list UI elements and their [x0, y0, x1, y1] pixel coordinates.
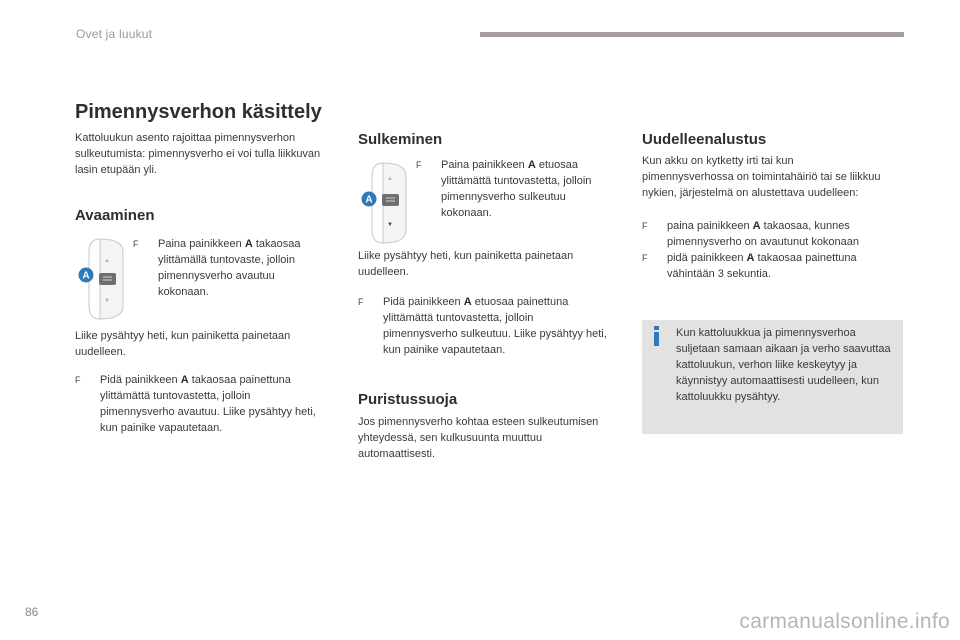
- svg-text:▼: ▼: [387, 222, 393, 228]
- opening-bullet-press: F Paina painikkeen A takaosaa ylittämällä tuntovaste, jolloin pimennysverho avautuu kokonaan.: [133, 238, 301, 298]
- page-number: 86: [25, 605, 39, 619]
- info-icon: [652, 326, 662, 346]
- reset-text: Kun akku on kytketty irti tai kun pimennysverhossa on toimintahäiriö tai se liikkuu nykien, järjestelmä on alustettava uudelleen:: [642, 155, 881, 199]
- closing-stop-note: Liike pysähtyy heti, kun painiketta painetaan uudelleen.: [358, 250, 574, 278]
- bullet-marker: F: [358, 297, 364, 307]
- anti-pinch-heading: Puristussuoja: [358, 391, 458, 408]
- closing-bullet-hold: F Pidä painikkeen A etuosaa painettuna ylittämättä tuntovastetta, jolloin pimennysverho sulkeutuu. Liike pysähtyy heti, kun painike vapautetaan.: [358, 296, 607, 356]
- opening-stop-note: Liike pysähtyy heti, kun painiketta painetaan uudelleen.: [75, 330, 291, 358]
- closing-bullet-press: F Paina painikkeen A etuosaa ylittämättä tuntovastetta, jolloin pimennysverho sulkeutuu kokonaan.: [416, 159, 592, 219]
- sunblind-switch-rear-illustration: [76, 238, 136, 320]
- svg-text:▲: ▲: [387, 176, 393, 182]
- sunblind-switch-front-illustration: [359, 162, 419, 244]
- opening-bullet-hold: F Pidä painikkeen A takaosaa painettuna ylittämättä tuntovastetta, jolloin pimennysverho avautuu. Liike pysähtyy heti, kun painike vapautetaan.: [75, 374, 316, 434]
- bullet-marker: F: [75, 375, 81, 385]
- bullet-marker: F: [133, 239, 139, 249]
- info-text: Kun kattoluukkua ja pimennysverhoa suljetaan samaan aikaan ja verho saavuttaa kattoluukun, verhon liike keskeytyy ja käynnistyy automaattisesti uudelleen, kun kattoluukku pysähtyy.: [676, 327, 891, 403]
- page-title: Pimennysverhon käsittely: [75, 101, 322, 123]
- section-label: Ovet ja luukut: [76, 27, 153, 41]
- reset-bullet-2: F pidä painikkeen A takaosaa painettuna vähintään 3 sekuntia.: [642, 252, 857, 280]
- bullet-marker: F: [416, 160, 422, 170]
- watermark: carmanualsonline.info: [739, 610, 950, 633]
- header-bar: [480, 32, 904, 37]
- anti-pinch-text: Jos pimennysverho kohtaa esteen sulkeutumisen yhteydessä, sen kulkusuunta muuttuu automaattisesti.: [358, 416, 599, 460]
- button-a-badge: A: [365, 194, 373, 206]
- reset-bullet-1: F paina painikkeen A takaosaa, kunnes pimennysverho on avautunut kokonaan: [642, 220, 860, 248]
- intro-text: Kattoluukun asento rajoittaa pimennysverhon sulkeutumista: pimennysverho ei voi tulla liikkuvan lasin etupään yli.: [75, 132, 321, 176]
- closing-heading: Sulkeminen: [358, 131, 443, 148]
- svg-text:▲: ▲: [104, 258, 110, 264]
- reset-heading: Uudelleenalustus: [642, 131, 767, 148]
- bullet-marker: F: [642, 221, 648, 231]
- bullet-marker: F: [642, 253, 648, 263]
- opening-heading: Avaaminen: [75, 207, 155, 224]
- svg-text:▼: ▼: [104, 298, 110, 304]
- button-a-badge: A: [82, 270, 90, 282]
